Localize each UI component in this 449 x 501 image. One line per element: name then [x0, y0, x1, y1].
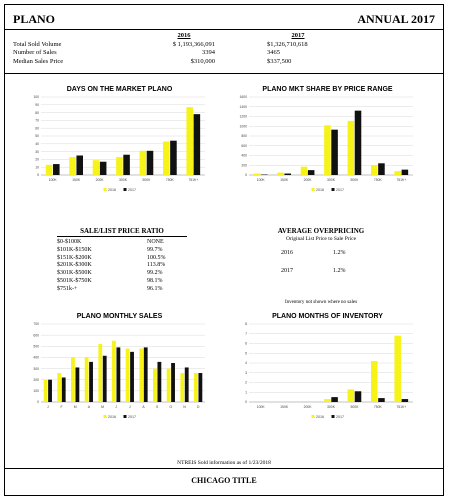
x-tick-label: A: [87, 405, 90, 409]
y-tick-label: 6: [245, 341, 247, 346]
summary-table: [13, 32, 433, 66]
bar-2016: [324, 399, 331, 402]
ratio-row: [57, 247, 187, 255]
bar-2016: [57, 373, 61, 402]
bar-2017: [378, 398, 385, 402]
y-tick-label: 5: [245, 351, 247, 356]
chart-title: PLANO MKT SHARE BY PRICE RANGE: [262, 86, 393, 93]
x-tick-label: 750K: [373, 178, 382, 182]
y-tick-label: 0: [37, 400, 39, 405]
bar-2016: [85, 357, 89, 402]
ratio-range: $151K-$200K: [57, 254, 92, 261]
y-tick-label: 2: [245, 380, 247, 385]
y-tick-label: 200: [241, 163, 247, 168]
bar-2017: [53, 164, 60, 175]
ratio-title: SALE/LIST PRICE RATIO: [80, 227, 164, 235]
y-tick-label: 0: [37, 173, 39, 178]
y-tick-label: 90: [35, 103, 39, 107]
bar-2017: [144, 347, 148, 402]
report-page: [4, 4, 444, 496]
ratio-value: 99.2%: [147, 270, 163, 277]
y-tick-label: 80: [35, 110, 39, 115]
chart-title: DAYS ON THE MARKET PLANO: [66, 86, 173, 93]
ratio-range: $501K-$750K: [57, 277, 92, 284]
legend-swatch: [124, 415, 127, 418]
legend-label: 2017: [128, 415, 136, 419]
x-tick-label: J: [115, 405, 118, 409]
bar-2016: [371, 165, 378, 175]
bar-2017: [75, 367, 79, 402]
ratio-range: $201K-$300K: [57, 262, 92, 269]
ratio-row: [57, 286, 187, 294]
chart-days-on-market: [27, 83, 212, 208]
bar-2016: [98, 344, 102, 402]
chart-market-share: [235, 83, 420, 208]
y-tick-label: 10: [35, 165, 39, 170]
summary-value-2016: $ 1,193,366,091: [172, 40, 215, 48]
y-tick-label: 1600: [239, 95, 247, 100]
bar-2017: [194, 114, 201, 175]
y-tick-label: 30: [35, 149, 39, 154]
y-tick-label: 800: [241, 134, 247, 139]
bar-2017: [355, 111, 362, 175]
bar-2016: [116, 157, 123, 175]
bar-2016: [153, 369, 157, 402]
bar-2017: [170, 141, 177, 175]
y-tick-label: 3: [245, 370, 247, 375]
legend-swatch: [332, 415, 335, 418]
x-tick-label: 100K: [48, 178, 57, 182]
bar-2017: [89, 362, 93, 402]
x-tick-label: A: [142, 405, 145, 409]
x-tick-label: 751K+: [188, 178, 199, 182]
bar-2017: [198, 373, 202, 402]
bar-2017: [130, 352, 134, 402]
ratio-title-rule: [57, 236, 187, 237]
overpricing-row: [241, 260, 401, 278]
bar-2017: [103, 356, 107, 402]
bar-2016: [71, 357, 75, 402]
report-period: ANNUAL 2017: [357, 12, 435, 26]
bar-2016: [194, 373, 198, 402]
y-tick-label: 70: [35, 118, 39, 123]
summary-header-row: [13, 32, 433, 41]
x-tick-label: 200K: [95, 178, 104, 182]
bar-2016: [371, 361, 378, 402]
bar-2016: [180, 373, 184, 402]
average-overpricing-box: [241, 227, 401, 305]
ratio-value: 99.7%: [147, 246, 163, 253]
y-tick-label: 600: [241, 143, 247, 148]
bar-2017: [48, 380, 52, 402]
overpricing-year: 2016: [281, 250, 293, 256]
x-tick-label: 750K: [373, 405, 382, 409]
bar-2016: [69, 157, 76, 175]
summary-row: [13, 49, 433, 58]
bar-2016: [93, 160, 100, 175]
ratio-value: 96.1%: [147, 285, 163, 292]
x-tick-label: 750K: [165, 178, 174, 182]
bar-2017: [147, 151, 154, 175]
x-tick-label: N: [183, 405, 186, 409]
y-tick-label: 8: [245, 322, 247, 327]
bar-2017: [100, 162, 107, 175]
bar-2017: [378, 163, 385, 175]
bar-2017: [116, 347, 120, 402]
bar-2016: [139, 349, 143, 402]
summary-year-2016: 2016: [177, 32, 191, 39]
bar-2016: [348, 389, 355, 402]
y-tick-label: 50: [35, 134, 39, 139]
chart-title: PLANO MONTHS OF INVENTORY: [272, 313, 383, 320]
summary-value-2016: $310,000: [190, 57, 215, 65]
chart-monthly-sales-svg: [27, 310, 212, 430]
x-tick-label: 150K: [280, 178, 289, 182]
legend-label: 2017: [336, 188, 344, 192]
y-tick-label: 60: [35, 126, 39, 131]
legend-label: 2016: [316, 415, 324, 419]
chart-days-on-market-svg: [27, 83, 212, 203]
legend-swatch: [104, 188, 107, 191]
legend-label: 2016: [108, 415, 116, 419]
bar-2017: [402, 170, 409, 175]
x-tick-label: 300K: [327, 405, 335, 409]
y-tick-label: 600: [33, 333, 39, 338]
bar-2017: [62, 377, 66, 402]
y-tick-label: 1400: [239, 104, 247, 109]
legend-swatch: [312, 415, 315, 418]
x-tick-label: 751K+: [396, 178, 407, 182]
ratio-row: [57, 278, 187, 286]
y-tick-label: 1200: [239, 114, 247, 119]
ratio-range: $0-$100K: [57, 239, 82, 245]
footer-divider: [5, 468, 443, 469]
y-tick-label: 40: [35, 142, 39, 146]
bar-2016: [301, 167, 308, 175]
y-tick-label: 100: [33, 95, 39, 100]
legend-swatch: [332, 188, 335, 191]
ratio-value: 113.8%: [147, 262, 166, 269]
y-tick-label: 1000: [239, 124, 247, 129]
summary-value-2017: $337,500: [267, 57, 292, 65]
bar-2017: [284, 174, 291, 175]
overpricing-year: 2017: [281, 268, 293, 274]
x-tick-label: 100K: [256, 405, 265, 409]
bar-2017: [331, 130, 338, 175]
bar-2017: [123, 155, 130, 175]
summary-value-2017: $1,326,710,618: [267, 40, 308, 48]
bar-2017: [402, 399, 409, 402]
y-tick-label: 300: [33, 366, 39, 371]
bar-2016: [348, 121, 355, 175]
x-tick-label: 500K: [350, 405, 359, 409]
x-tick-label: 200K: [303, 405, 312, 409]
bar-2016: [324, 125, 331, 175]
chart-market-share-svg: [235, 83, 420, 203]
inventory-note: Inventory not shown where no sales: [284, 300, 358, 305]
overpricing-row: [241, 242, 401, 260]
y-tick-label: 20: [35, 157, 39, 162]
y-tick-label: 7: [245, 331, 247, 336]
legend-swatch: [104, 415, 107, 418]
y-tick-label: 0: [245, 400, 247, 405]
summary-divider: [5, 73, 443, 74]
y-tick-label: 1: [245, 390, 247, 395]
chart-months-inventory: [235, 310, 420, 435]
bar-2016: [186, 107, 193, 175]
overpricing-title: AVERAGE OVERPRICING: [277, 227, 365, 235]
x-tick-label: 150K: [72, 178, 81, 182]
legend-swatch: [312, 188, 315, 191]
bar-2016: [167, 369, 171, 402]
overpricing-pct: 1.2%: [333, 268, 346, 274]
y-tick-label: 4: [245, 361, 247, 366]
ratio-range: $751k-+: [57, 285, 78, 292]
x-tick-label: 500K: [142, 178, 151, 182]
bar-2016: [254, 174, 261, 175]
y-tick-label: 700: [33, 322, 39, 327]
y-tick-label: 100: [33, 389, 39, 394]
x-tick-label: J: [128, 405, 131, 409]
bar-2017: [355, 391, 362, 402]
summary-value-2016: 3394: [202, 49, 215, 56]
chart-months-inventory-svg: [235, 310, 420, 430]
bar-2016: [46, 165, 53, 175]
bar-2016: [301, 401, 308, 402]
x-tick-label: D: [196, 405, 200, 409]
x-tick-label: 500K: [350, 178, 359, 182]
overpricing-subtitle: Original List Price to Sale Price: [285, 236, 357, 242]
x-tick-label: M: [101, 405, 104, 409]
bar-2017: [76, 156, 83, 176]
bar-2016: [163, 141, 170, 175]
x-tick-label: 300K: [327, 178, 335, 182]
bar-2016: [394, 336, 401, 402]
x-tick-label: S: [156, 405, 159, 409]
chart-title: PLANO MONTHLY SALES: [76, 313, 163, 320]
summary-label: Median Sales Price: [13, 57, 64, 65]
bar-2017: [157, 362, 161, 402]
bar-2016: [277, 173, 284, 175]
y-tick-label: 400: [241, 153, 247, 158]
summary-value-2017: 3465: [267, 49, 280, 56]
ratio-value: NONE: [147, 239, 164, 245]
legend-label: 2016: [108, 188, 116, 192]
x-tick-label: J: [46, 405, 49, 409]
y-tick-label: 0: [245, 173, 247, 178]
summary-year-2017: 2017: [291, 32, 305, 39]
footer-brand: CHICAGO TITLE: [191, 476, 257, 485]
ratio-value: 98.1%: [147, 277, 163, 284]
x-tick-label: 200K: [303, 178, 312, 182]
ratio-value: 100.5%: [147, 254, 166, 261]
summary-label: Total Sold Volume: [13, 40, 62, 48]
y-tick-label: 200: [33, 377, 39, 382]
bar-2016: [44, 380, 48, 402]
x-tick-label: 150K: [280, 405, 289, 409]
bar-2017: [185, 367, 189, 402]
bar-2016: [394, 171, 401, 175]
bar-2016: [140, 151, 147, 175]
x-tick-label: 300K: [119, 178, 127, 182]
sale-list-ratio-table: [57, 227, 187, 294]
x-tick-label: F: [60, 405, 63, 409]
x-tick-label: M: [73, 405, 77, 409]
bar-2016: [112, 341, 116, 402]
ratio-row: [57, 239, 187, 247]
y-tick-label: 400: [33, 355, 39, 360]
summary-row: [13, 58, 433, 67]
legend-swatch: [124, 188, 127, 191]
legend-label: 2017: [128, 188, 136, 192]
ratio-range: $301K-$500K: [57, 270, 92, 277]
x-tick-label: O: [169, 405, 173, 409]
bar-2017: [308, 170, 315, 175]
city-title: PLANO: [13, 12, 55, 26]
bar-2017: [171, 363, 175, 402]
chart-monthly-sales: [27, 310, 212, 435]
bar-2016: [126, 349, 130, 402]
x-tick-label: 100K: [256, 178, 265, 182]
ratio-row: [57, 270, 187, 278]
header-divider: [5, 29, 443, 30]
data-source-note: NTREIS Sold information as of 1/23/2018: [177, 460, 271, 466]
bar-2017: [331, 397, 338, 402]
legend-label: 2017: [336, 415, 344, 419]
y-tick-label: 500: [33, 344, 39, 349]
ratio-range: $101K-$150K: [57, 246, 92, 253]
legend-label: 2016: [316, 188, 324, 192]
x-tick-label: 751K+: [396, 405, 407, 409]
summary-row: [13, 41, 433, 50]
summary-label: Number of Sales: [13, 49, 57, 56]
overpricing-pct: 1.2%: [333, 250, 346, 256]
